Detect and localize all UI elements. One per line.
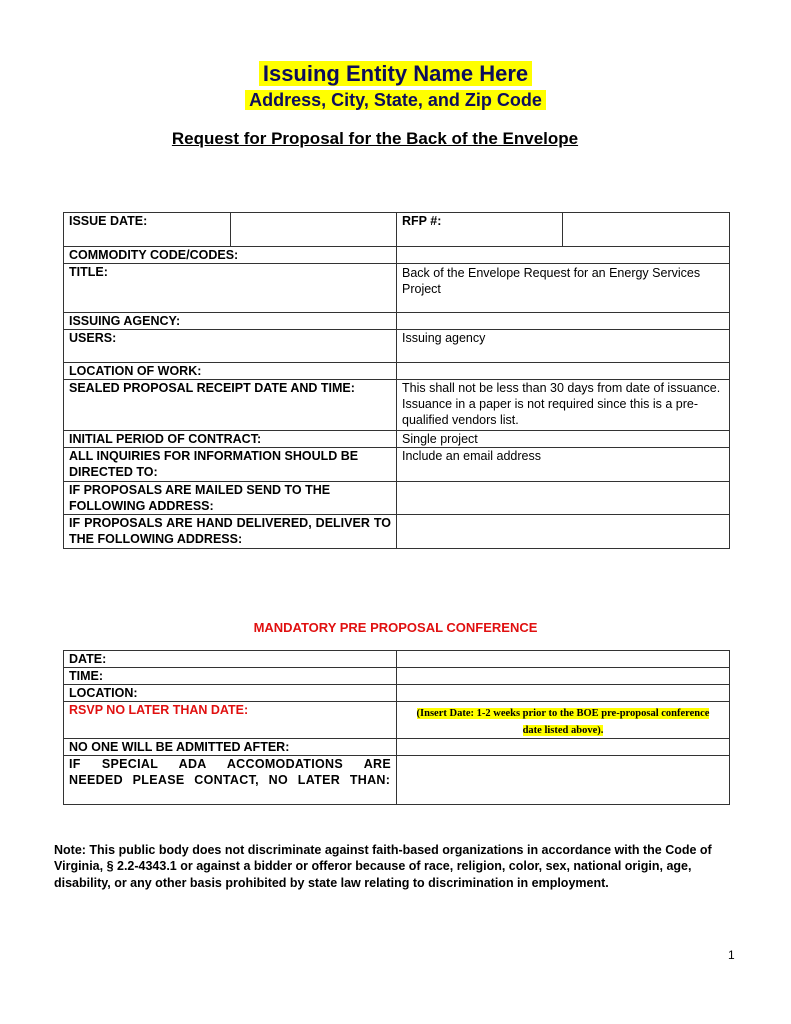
- conf-time-label: TIME:: [64, 668, 397, 685]
- table-row: [64, 482, 730, 515]
- table-row: [64, 264, 730, 313]
- title-label: TITLE:: [64, 264, 397, 313]
- rfp-number-label: RFP #:: [397, 213, 563, 247]
- hand-delivered-value[interactable]: [397, 515, 730, 549]
- table-row: [64, 313, 730, 330]
- conf-location-label: LOCATION:: [64, 685, 397, 702]
- table-row: [64, 739, 730, 756]
- entity-address: [0, 89, 791, 111]
- document-title: Request for Proposal for the Back of the Envelope: [171, 129, 579, 148]
- table-row: [64, 448, 730, 482]
- conference-table: [63, 650, 730, 805]
- hand-delivered-label: IF PROPOSALS ARE HAND DELIVERED, DELIVER TO THE FOLLOWING ADDRESS:: [64, 515, 397, 549]
- rfp-info-table: [63, 212, 735, 549]
- ada-value[interactable]: [397, 756, 730, 805]
- location-of-work-value[interactable]: [397, 363, 730, 380]
- conf-date-value[interactable]: [397, 651, 730, 668]
- users-value[interactable]: Issuing agency: [397, 330, 730, 363]
- non-discrimination-note: Note: This public body does not discriminate against faith-based organizations in accordance with the Code of Virginia, § 2.2-4343.1 or against a bidder or offeror because of race, religion, color, sex, national origin, age, disability, or any other basis prohibited by state law relating to discrimination in employment.: [54, 843, 712, 890]
- issuing-agency-value[interactable]: [397, 313, 730, 330]
- location-of-work-label: LOCATION OF WORK:: [64, 363, 397, 380]
- rsvp-instruction-line2: date listed above).: [522, 725, 604, 736]
- initial-period-value[interactable]: Single project: [397, 431, 730, 448]
- conf-location-value[interactable]: [397, 685, 730, 702]
- issue-date-value[interactable]: [231, 213, 397, 247]
- inquiries-label: ALL INQUIRIES FOR INFORMATION SHOULD BE DIRECTED TO:: [64, 448, 397, 482]
- table-row: [64, 651, 730, 668]
- table-row: [64, 756, 730, 805]
- table-row: [64, 213, 730, 247]
- rsvp-instruction-line1: (Insert Date: 1-2 weeks prior to the BOE pre-proposal conference: [416, 708, 710, 719]
- conf-date-label: DATE:: [64, 651, 397, 668]
- entity-name-text: Issuing Entity Name Here: [259, 61, 532, 86]
- rsvp-value[interactable]: [397, 702, 730, 739]
- table-row: [64, 515, 730, 549]
- issuing-agency-label: ISSUING AGENCY:: [64, 313, 397, 330]
- conf-time-value[interactable]: [397, 668, 730, 685]
- sealed-proposal-label: SEALED PROPOSAL RECEIPT DATE AND TIME:: [64, 380, 397, 431]
- table-row: [64, 330, 730, 363]
- page-number: 1: [728, 948, 735, 962]
- rsvp-label: RSVP NO LATER THAN DATE:: [64, 702, 397, 739]
- issue-date-label: ISSUE DATE:: [64, 213, 231, 247]
- table-row: [64, 668, 730, 685]
- address-text: Address, City, State, and Zip Code: [245, 90, 546, 110]
- admitted-after-value[interactable]: [397, 739, 730, 756]
- title-value[interactable]: Back of the Envelope Request for an Energy Services Project: [397, 264, 730, 313]
- inquiries-value[interactable]: Include an email address: [397, 448, 730, 482]
- conference-heading: MANDATORY PRE PROPOSAL CONFERENCE: [253, 620, 538, 635]
- issuing-entity-name: [0, 60, 791, 88]
- admitted-after-label: NO ONE WILL BE ADMITTED AFTER:: [64, 739, 397, 756]
- mailed-address-label: IF PROPOSALS ARE MAILED SEND TO THE FOLLOWING ADDRESS:: [64, 482, 397, 515]
- ada-label: IF SPECIAL ADA ACCOMODATIONS ARE NEEDED PLEASE CONTACT, NO LATER THAN:: [64, 756, 397, 805]
- table-row: [64, 685, 730, 702]
- table-row: [64, 380, 730, 431]
- table-row: [64, 431, 730, 448]
- table-row: [64, 363, 730, 380]
- commodity-code-value[interactable]: [397, 247, 730, 264]
- table-row: [64, 702, 730, 739]
- table-row: [64, 247, 730, 264]
- sealed-proposal-value[interactable]: This shall not be less than 30 days from date of issuance. Issuance in a paper is not required since this is a pre-qualified vendors list.: [397, 380, 730, 431]
- rfp-number-value[interactable]: [563, 213, 730, 247]
- commodity-code-label: COMMODITY CODE/CODES:: [64, 247, 397, 264]
- initial-period-label: INITIAL PERIOD OF CONTRACT:: [64, 431, 397, 448]
- mailed-address-value[interactable]: [397, 482, 730, 515]
- users-label: USERS:: [64, 330, 397, 363]
